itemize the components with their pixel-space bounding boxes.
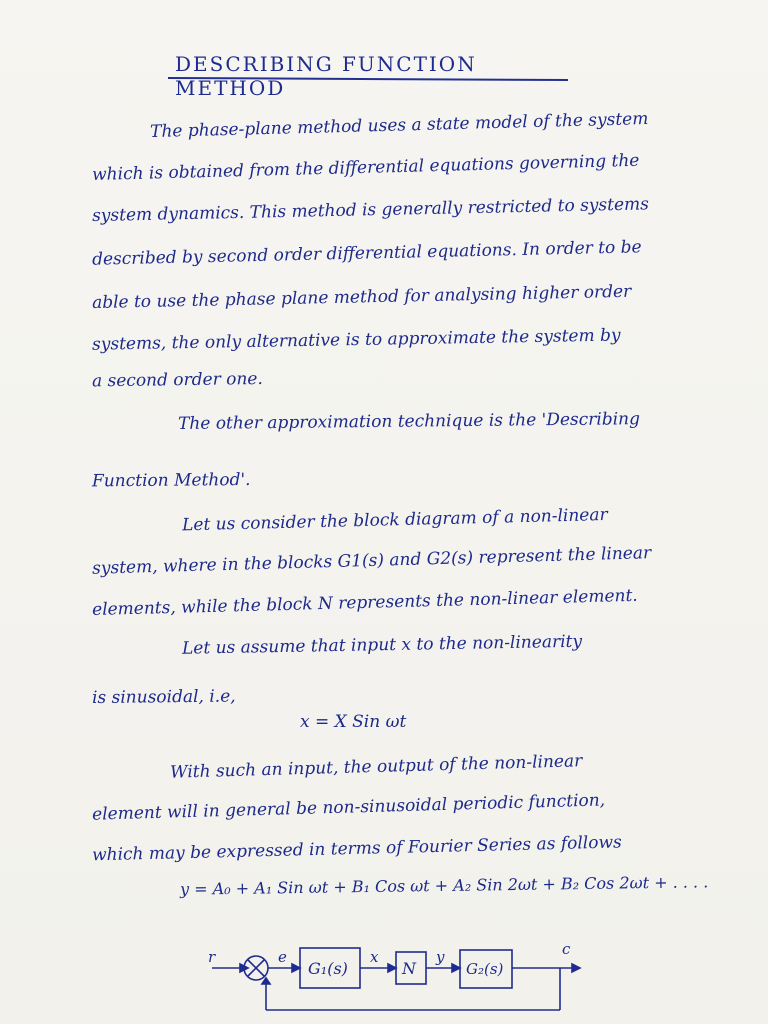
text-line-5: able to use the phase plane method for analysing higher order — [91, 281, 632, 314]
x-arrow — [388, 964, 396, 972]
equation-fourier: y = A₀ + A₁ Sin ωt + B₁ Cos ωt + A₂ Sin 2ωt + B₂ Cos 2ωt + . . . . — [179, 872, 709, 899]
label-c: c — [562, 940, 571, 958]
error-arrow — [292, 964, 300, 972]
text-line-13: Let us assume that input x to the non-linearity — [181, 631, 583, 659]
feedback-arrow — [262, 978, 270, 984]
text-line-7: a second order one. — [91, 368, 263, 392]
text-line-2: which is obtained from the differential equations governing the — [91, 150, 640, 186]
text-line-1: The phase-plane method uses a state model of the system — [149, 109, 649, 143]
equation-input: x = X Sin ωt — [300, 712, 407, 732]
text-line-14: is sinusoidal, i.e, — [91, 686, 236, 709]
label-x: x — [370, 948, 379, 966]
text-line-9: Function Method'. — [91, 469, 251, 492]
text-line-11: system, where in the blocks G1(s) and G2(s) represent the linear — [91, 543, 652, 579]
text-line-12: elements, while the block N represents the non-linear element. — [91, 585, 638, 621]
text-line-4: described by second order differential equations. In order to be — [91, 237, 642, 270]
text-line-3: system dynamics. This method is generally restricted to systems — [91, 194, 650, 227]
text-line-8: The other approximation technique is the 'Describing — [177, 409, 641, 435]
text-line-15: With such an input, the output of the non-linear — [169, 751, 583, 783]
text-line-10: Let us consider the block diagram of a non-linear — [181, 504, 608, 536]
text-line-16: element will in general be non-sinusoidal periodic function, — [91, 790, 606, 825]
label-g1: G₁(s) — [308, 959, 348, 978]
text-line-17: which may be expressed in terms of Fourier Series as follows — [91, 832, 622, 866]
label-y: y — [436, 948, 445, 966]
y-arrow — [452, 964, 460, 972]
text-line-6: systems, the only alternative is to approximate the system by — [91, 325, 621, 355]
label-e: e — [278, 948, 287, 966]
label-r: r — [208, 948, 216, 966]
page-title: DESCRIBING FUNCTION METHOD — [175, 52, 477, 100]
label-g2: G₂(s) — [466, 960, 504, 978]
label-n: N — [402, 959, 416, 978]
output-arrow — [572, 964, 580, 972]
